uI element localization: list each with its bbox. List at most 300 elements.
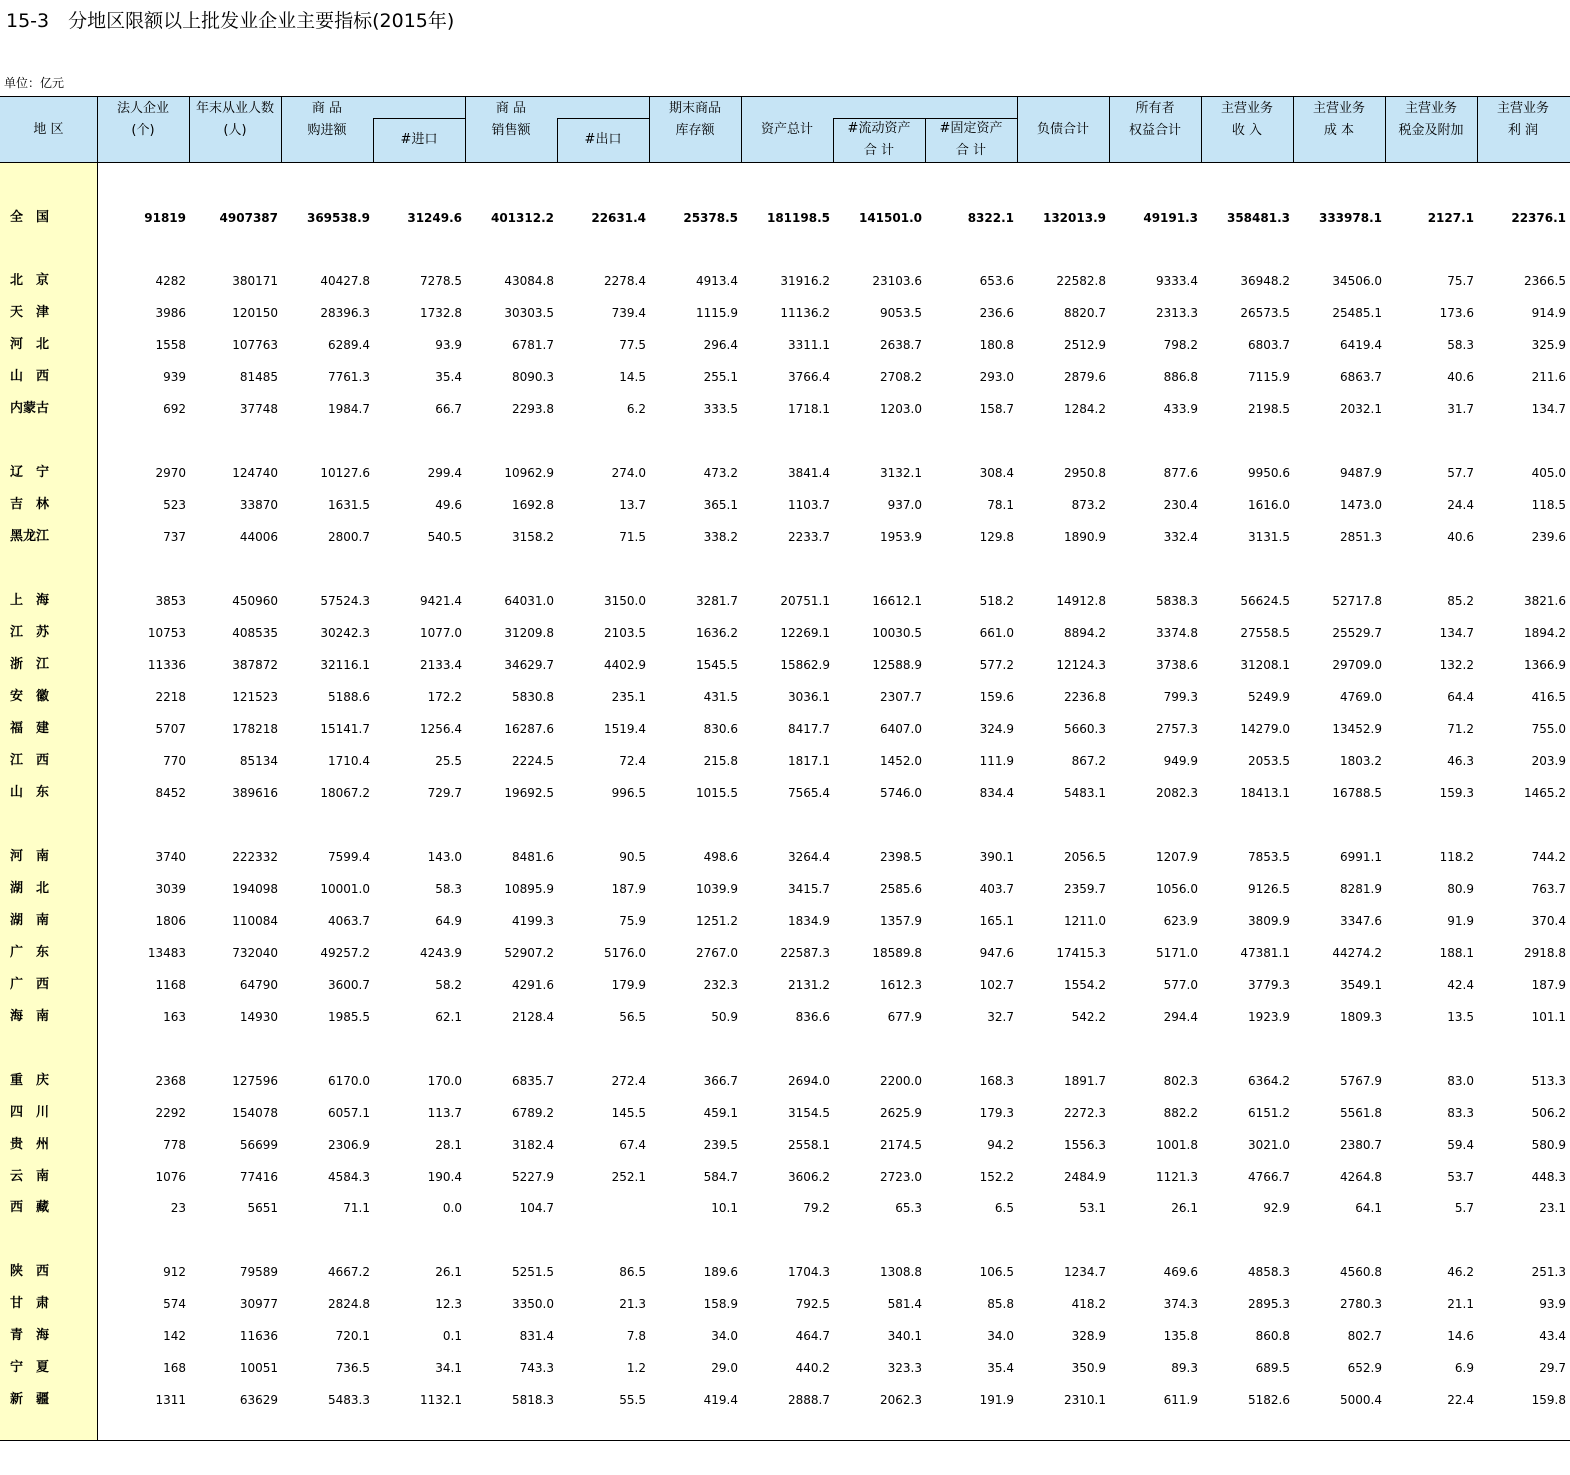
value-cell: 16612.1 <box>872 594 922 608</box>
value-cell: 293.0 <box>979 370 1014 384</box>
value-cell: 107763 <box>232 338 278 352</box>
value-cell: 937.0 <box>887 498 922 512</box>
value-cell: 90.5 <box>619 850 646 864</box>
value-cell: 255.1 <box>703 370 738 384</box>
value-cell: 113.7 <box>427 1106 462 1120</box>
value-cell: 350.9 <box>1071 1361 1106 1375</box>
value-cell: 1631.5 <box>328 498 370 512</box>
value-cell: 3347.6 <box>1340 914 1382 928</box>
value-cell: 4243.9 <box>420 946 462 960</box>
value-cell: 4402.9 <box>604 658 646 672</box>
value-cell: 178218 <box>232 722 278 736</box>
value-cell: 4584.3 <box>328 1170 370 1184</box>
value-cell: 2484.9 <box>1064 1170 1106 1184</box>
value-cell: 2895.3 <box>1248 1297 1290 1311</box>
value-cell: 53.1 <box>1079 1201 1106 1215</box>
value-cell: 23.1 <box>1539 1201 1566 1215</box>
value-cell: 57524.3 <box>320 594 370 608</box>
value-cell: 324.9 <box>979 722 1014 736</box>
value-cell: 34.0 <box>711 1329 738 1343</box>
value-cell: 1616.0 <box>1248 498 1290 512</box>
value-cell: 340.1 <box>887 1329 922 1343</box>
value-cell: 111.9 <box>979 754 1014 768</box>
value-cell: 251.3 <box>1531 1265 1566 1279</box>
value-cell: 770 <box>163 754 186 768</box>
value-cell: 7599.4 <box>328 850 370 864</box>
value-cell: 6057.1 <box>328 1106 370 1120</box>
value-cell: 390.1 <box>979 850 1014 864</box>
value-cell: 2133.4 <box>420 658 462 672</box>
value-cell: 239.5 <box>703 1138 738 1152</box>
value-cell: 46.2 <box>1447 1265 1474 1279</box>
value-cell: 24.4 <box>1447 498 1474 512</box>
value-cell: 92.9 <box>1263 1201 1290 1215</box>
region-cell: 江 苏 <box>10 625 50 640</box>
value-cell: 2272.3 <box>1064 1106 1106 1120</box>
value-cell: 2218 <box>155 690 186 704</box>
value-cell: 5483.1 <box>1064 786 1106 800</box>
value-cell: 71.5 <box>619 530 646 544</box>
value-cell: 338.2 <box>703 530 738 544</box>
value-cell: 3374.8 <box>1156 626 1198 640</box>
value-cell: 101.1 <box>1531 1010 1566 1024</box>
value-cell: 419.4 <box>703 1393 738 1407</box>
value-cell: 4063.7 <box>328 914 370 928</box>
value-cell: 2062.3 <box>880 1393 922 1407</box>
value-cell: 3264.4 <box>788 850 830 864</box>
value-cell: 3549.1 <box>1340 978 1382 992</box>
region-cell: 广 西 <box>10 977 50 992</box>
value-cell: 3182.4 <box>512 1138 554 1152</box>
value-cell: 13483 <box>147 946 186 960</box>
value-cell: 2032.1 <box>1340 402 1382 416</box>
value-cell: 158.7 <box>979 402 1014 416</box>
value-cell: 401312.2 <box>490 211 554 225</box>
value-cell: 64.1 <box>1355 1201 1382 1215</box>
value-cell: 203.9 <box>1531 754 1566 768</box>
value-cell: 1256.4 <box>420 722 462 736</box>
value-cell: 3986 <box>155 306 186 320</box>
value-cell: 239.6 <box>1531 530 1566 544</box>
value-cell: 67.4 <box>619 1138 646 1152</box>
value-cell: 1465.2 <box>1524 786 1566 800</box>
value-cell: 584.7 <box>703 1170 738 1184</box>
value-cell: 3281.7 <box>696 594 738 608</box>
value-cell: 5000.4 <box>1340 1393 1382 1407</box>
value-cell: 4282 <box>155 274 186 288</box>
value-cell: 416.5 <box>1531 690 1566 704</box>
value-cell: 179.9 <box>611 978 646 992</box>
value-cell: 3415.7 <box>788 882 830 896</box>
region-cell: 内蒙古 <box>10 401 50 416</box>
column-header-10: #固定资产 合 计 <box>939 121 1003 158</box>
value-cell: 1710.4 <box>328 754 370 768</box>
value-cell: 34.1 <box>435 1361 462 1375</box>
value-cell: 106.5 <box>979 1265 1014 1279</box>
value-cell: 22.4 <box>1447 1393 1474 1407</box>
value-cell: 25.5 <box>435 754 462 768</box>
value-cell: 2313.3 <box>1156 306 1198 320</box>
value-cell: 2278.4 <box>604 274 646 288</box>
value-cell: 2224.5 <box>512 754 554 768</box>
value-cell: 75.7 <box>1447 274 1474 288</box>
value-cell: 64.4 <box>1447 690 1474 704</box>
value-cell: 13.7 <box>619 498 646 512</box>
value-cell: 34629.7 <box>504 658 554 672</box>
value-cell: 75.9 <box>619 914 646 928</box>
value-cell: 325.9 <box>1531 338 1566 352</box>
value-cell: 14912.8 <box>1056 594 1106 608</box>
value-cell: 2970 <box>155 466 186 480</box>
value-cell: 8281.9 <box>1340 882 1382 896</box>
value-cell: 12.3 <box>435 1297 462 1311</box>
value-cell: 433.9 <box>1163 402 1198 416</box>
value-cell: 16287.6 <box>504 722 554 736</box>
value-cell: 2056.5 <box>1064 850 1106 864</box>
value-cell: 5838.3 <box>1156 594 1198 608</box>
value-cell: 81485 <box>239 370 278 384</box>
value-cell: 763.7 <box>1531 882 1566 896</box>
value-cell: 4858.3 <box>1248 1265 1290 1279</box>
value-cell: 43.4 <box>1539 1329 1566 1343</box>
column-header-5: 商 品 销售额 <box>491 101 531 138</box>
column-header-8: 资产总计 <box>760 122 813 137</box>
value-cell: 31209.8 <box>504 626 554 640</box>
value-cell: 418.2 <box>1071 1297 1106 1311</box>
region-cell: 天 津 <box>10 305 50 320</box>
value-cell: 873.2 <box>1071 498 1106 512</box>
value-cell: 5249.9 <box>1248 690 1290 704</box>
region-cell: 山 东 <box>10 785 50 800</box>
region-cell: 海 南 <box>10 1009 50 1024</box>
value-cell: 29709.0 <box>1332 658 1382 672</box>
value-cell: 9333.4 <box>1156 274 1198 288</box>
region-column-band <box>0 163 97 1441</box>
value-cell: 8090.3 <box>512 370 554 384</box>
value-cell: 405.0 <box>1531 466 1566 480</box>
value-cell: 996.5 <box>611 786 646 800</box>
value-cell: 40.6 <box>1447 370 1474 384</box>
value-cell: 163 <box>163 1010 186 1024</box>
value-cell: 168.3 <box>979 1074 1014 1088</box>
value-cell: 2398.5 <box>880 850 922 864</box>
value-cell: 187.9 <box>1531 978 1566 992</box>
value-cell: 10001.0 <box>320 882 370 896</box>
value-cell: 7853.5 <box>1248 850 1290 864</box>
value-cell: 52717.8 <box>1332 594 1382 608</box>
value-cell: 10753 <box>147 626 186 640</box>
region-cell: 青 海 <box>10 1328 50 1343</box>
value-cell: 26.1 <box>1171 1201 1198 1215</box>
value-cell: 1890.9 <box>1064 530 1106 544</box>
value-cell: 9421.4 <box>420 594 462 608</box>
value-cell: 3154.5 <box>788 1106 830 1120</box>
value-cell: 194098 <box>232 882 278 896</box>
value-cell: 7565.4 <box>788 786 830 800</box>
value-cell: 6803.7 <box>1248 338 1290 352</box>
region-cell: 湖 北 <box>10 881 50 896</box>
value-cell: 5251.5 <box>512 1265 554 1279</box>
value-cell: 34506.0 <box>1332 274 1382 288</box>
value-cell: 1452.0 <box>880 754 922 768</box>
value-cell: 71.1 <box>343 1201 370 1215</box>
value-cell: 10127.6 <box>320 466 370 480</box>
value-cell: 56.5 <box>619 1010 646 1024</box>
value-cell: 5227.9 <box>512 1170 554 1184</box>
value-cell: 40.6 <box>1447 530 1474 544</box>
value-cell: 173.6 <box>1439 306 1474 320</box>
value-cell: 71.2 <box>1447 722 1474 736</box>
region-cell: 上 海 <box>10 593 50 608</box>
header-top-rule <box>0 96 1570 97</box>
column-header-4: #进口 <box>400 132 438 147</box>
value-cell: 272.4 <box>611 1074 646 1088</box>
value-cell: 15862.9 <box>780 658 830 672</box>
value-cell: 2824.8 <box>328 1297 370 1311</box>
value-cell: 1692.8 <box>512 498 554 512</box>
value-cell: 366.7 <box>703 1074 738 1088</box>
value-cell: 830.6 <box>703 722 738 736</box>
value-cell: 3766.4 <box>788 370 830 384</box>
value-cell: 2174.5 <box>880 1138 922 1152</box>
value-cell: 2233.7 <box>788 530 830 544</box>
region-cell: 西 藏 <box>10 1200 50 1215</box>
column-header-11: 负债合计 <box>1036 122 1089 137</box>
value-cell: 1308.8 <box>880 1265 922 1279</box>
value-cell: 79.2 <box>803 1201 830 1215</box>
value-cell: 308.4 <box>979 466 1014 480</box>
value-cell: 1056.0 <box>1156 882 1198 896</box>
value-cell: 2950.8 <box>1064 466 1106 480</box>
value-cell: 1556.3 <box>1064 1138 1106 1152</box>
value-cell: 1519.4 <box>604 722 646 736</box>
value-cell: 653.6 <box>979 274 1014 288</box>
value-cell: 1923.9 <box>1248 1010 1290 1024</box>
value-cell: 11136.2 <box>780 306 830 320</box>
region-cell: 河 北 <box>10 337 50 352</box>
value-cell: 32.7 <box>987 1010 1014 1024</box>
value-cell: 523 <box>163 498 186 512</box>
value-cell: 29.7 <box>1539 1361 1566 1375</box>
value-cell: 6789.2 <box>512 1106 554 1120</box>
value-cell: 83.3 <box>1447 1106 1474 1120</box>
value-cell: 93.9 <box>435 338 462 352</box>
value-cell: 2128.4 <box>512 1010 554 1024</box>
value-cell: 4766.7 <box>1248 1170 1290 1184</box>
value-cell: 1612.3 <box>880 978 922 992</box>
value-cell: 127596 <box>232 1074 278 1088</box>
value-cell: 1809.3 <box>1340 1010 1382 1024</box>
value-cell: 18413.1 <box>1240 786 1290 800</box>
value-cell: 14930 <box>239 1010 278 1024</box>
value-cell: 35.4 <box>435 370 462 384</box>
value-cell: 328.9 <box>1071 1329 1106 1343</box>
value-cell: 459.1 <box>703 1106 738 1120</box>
value-cell: 5707 <box>155 722 186 736</box>
value-cell: 5182.6 <box>1248 1393 1290 1407</box>
value-cell: 3311.1 <box>788 338 830 352</box>
value-cell: 1834.9 <box>788 914 830 928</box>
value-cell: 2103.5 <box>604 626 646 640</box>
value-cell: 3131.5 <box>1248 530 1290 544</box>
region-cell: 四 川 <box>10 1105 50 1120</box>
value-cell: 47381.1 <box>1240 946 1290 960</box>
value-cell: 1076 <box>155 1170 186 1184</box>
value-cell: 64790 <box>239 978 278 992</box>
value-cell: 333978.1 <box>1318 211 1382 225</box>
value-cell: 914.9 <box>1531 306 1566 320</box>
value-cell: 333.5 <box>703 402 738 416</box>
value-cell: 13.5 <box>1447 1010 1474 1024</box>
value-cell: 5651 <box>247 1201 278 1215</box>
value-cell: 10962.9 <box>504 466 554 480</box>
column-header-9: #流动资产 合 计 <box>847 121 911 158</box>
value-cell: 2366.5 <box>1524 274 1566 288</box>
value-cell: 85134 <box>239 754 278 768</box>
value-cell: 2359.7 <box>1064 882 1106 896</box>
value-cell: 4907387 <box>219 211 278 225</box>
value-cell: 369538.9 <box>306 211 370 225</box>
region-cell: 广 东 <box>10 945 50 960</box>
region-cell: 甘 肃 <box>10 1296 50 1311</box>
value-cell: 23 <box>170 1201 186 1215</box>
value-cell: 689.5 <box>1255 1361 1290 1375</box>
value-cell: 4913.4 <box>696 274 738 288</box>
value-cell: 1121.3 <box>1156 1170 1198 1184</box>
value-cell: 124740 <box>232 466 278 480</box>
value-cell: 14.6 <box>1447 1329 1474 1343</box>
header-bottom-rule <box>0 162 1570 163</box>
value-cell: 57.7 <box>1447 466 1474 480</box>
value-cell: 692 <box>163 402 186 416</box>
value-cell: 230.4 <box>1163 498 1198 512</box>
value-cell: 179.3 <box>979 1106 1014 1120</box>
value-cell: 11336 <box>147 658 186 672</box>
value-cell: 215.8 <box>703 754 738 768</box>
value-cell: 33870 <box>239 498 278 512</box>
value-cell: 6419.4 <box>1340 338 1382 352</box>
value-cell: 2638.7 <box>880 338 922 352</box>
value-cell: 7.8 <box>626 1329 646 1343</box>
value-cell: 2767.0 <box>696 946 738 960</box>
column-header-12: 所有者 权益合计 <box>1128 101 1181 138</box>
value-cell: 7115.9 <box>1248 370 1290 384</box>
value-cell: 2380.7 <box>1340 1138 1382 1152</box>
value-cell: 798.2 <box>1163 338 1198 352</box>
value-cell: 5830.8 <box>512 690 554 704</box>
value-cell: 3021.0 <box>1248 1138 1290 1152</box>
value-cell: 6407.0 <box>880 722 922 736</box>
value-cell: 25485.1 <box>1332 306 1382 320</box>
value-cell: 85.8 <box>987 1297 1014 1311</box>
value-cell: 25378.5 <box>683 211 738 225</box>
value-cell: 1077.0 <box>420 626 462 640</box>
value-cell: 2198.5 <box>1248 402 1290 416</box>
value-cell: 1251.2 <box>696 914 738 928</box>
value-cell: 65.3 <box>895 1201 922 1215</box>
value-cell: 729.7 <box>427 786 462 800</box>
value-cell: 7278.5 <box>420 274 462 288</box>
value-cell: 26.1 <box>435 1265 462 1279</box>
value-cell: 1704.3 <box>788 1265 830 1279</box>
value-cell: 2585.6 <box>880 882 922 896</box>
value-cell: 5188.6 <box>328 690 370 704</box>
region-cell: 吉 林 <box>10 497 50 512</box>
value-cell: 380171 <box>232 274 278 288</box>
value-cell: 2851.3 <box>1340 530 1382 544</box>
value-cell: 222332 <box>232 850 278 864</box>
value-cell: 2512.9 <box>1064 338 1106 352</box>
value-cell: 10.1 <box>711 1201 738 1215</box>
value-cell: 611.9 <box>1163 1393 1198 1407</box>
value-cell: 118.2 <box>1439 850 1474 864</box>
value-cell: 652.9 <box>1347 1361 1382 1375</box>
value-cell: 1132.1 <box>420 1393 462 1407</box>
value-cell: 26573.5 <box>1240 306 1290 320</box>
value-cell: 83.0 <box>1447 1074 1474 1088</box>
region-cell: 全 国 <box>10 210 50 225</box>
value-cell: 72.4 <box>619 754 646 768</box>
value-cell: 802.7 <box>1347 1329 1382 1343</box>
value-cell: 1953.9 <box>880 530 922 544</box>
value-cell: 2558.1 <box>788 1138 830 1152</box>
value-cell: 2625.9 <box>880 1106 922 1120</box>
value-cell: 236.6 <box>979 306 1014 320</box>
value-cell: 6991.1 <box>1340 850 1382 864</box>
value-cell: 387872 <box>232 658 278 672</box>
value-cell: 1039.9 <box>696 882 738 896</box>
region-cell: 福 建 <box>10 721 50 736</box>
value-cell: 580.9 <box>1531 1138 1566 1152</box>
value-cell: 58.3 <box>435 882 462 896</box>
value-cell: 581.4 <box>887 1297 922 1311</box>
value-cell: 232.3 <box>703 978 738 992</box>
value-cell: 365.1 <box>703 498 738 512</box>
value-cell: 172.2 <box>427 690 462 704</box>
value-cell: 49257.2 <box>320 946 370 960</box>
value-cell: 190.4 <box>427 1170 462 1184</box>
value-cell: 744.2 <box>1531 850 1566 864</box>
value-cell: 32116.1 <box>320 658 370 672</box>
region-cell: 江 西 <box>10 753 50 768</box>
value-cell: 743.3 <box>519 1361 554 1375</box>
value-cell: 120150 <box>232 306 278 320</box>
value-cell: 720.1 <box>335 1329 370 1343</box>
value-cell: 2310.1 <box>1064 1393 1106 1407</box>
value-cell: 1718.1 <box>788 402 830 416</box>
value-cell: 440.2 <box>795 1361 830 1375</box>
value-cell: 6863.7 <box>1340 370 1382 384</box>
value-cell: 12588.9 <box>872 658 922 672</box>
value-cell: 2236.8 <box>1064 690 1106 704</box>
value-cell: 6.2 <box>626 402 646 416</box>
value-cell: 802.3 <box>1163 1074 1198 1088</box>
value-cell: 2131.2 <box>788 978 830 992</box>
value-cell: 3738.6 <box>1156 658 1198 672</box>
value-cell: 2053.5 <box>1248 754 1290 768</box>
value-cell: 52907.2 <box>504 946 554 960</box>
value-cell: 4769.0 <box>1340 690 1382 704</box>
value-cell: 2127.1 <box>1427 211 1474 225</box>
value-cell: 1311 <box>155 1393 186 1407</box>
value-cell: 102.7 <box>979 978 1014 992</box>
value-cell: 755.0 <box>1531 722 1566 736</box>
value-cell: 860.8 <box>1255 1329 1290 1343</box>
value-cell: 18067.2 <box>320 786 370 800</box>
value-cell: 22582.8 <box>1056 274 1106 288</box>
value-cell: 1234.7 <box>1064 1265 1106 1279</box>
table-title: 15-3 分地区限额以上批发业企业主要指标(2015年) <box>6 10 455 32</box>
